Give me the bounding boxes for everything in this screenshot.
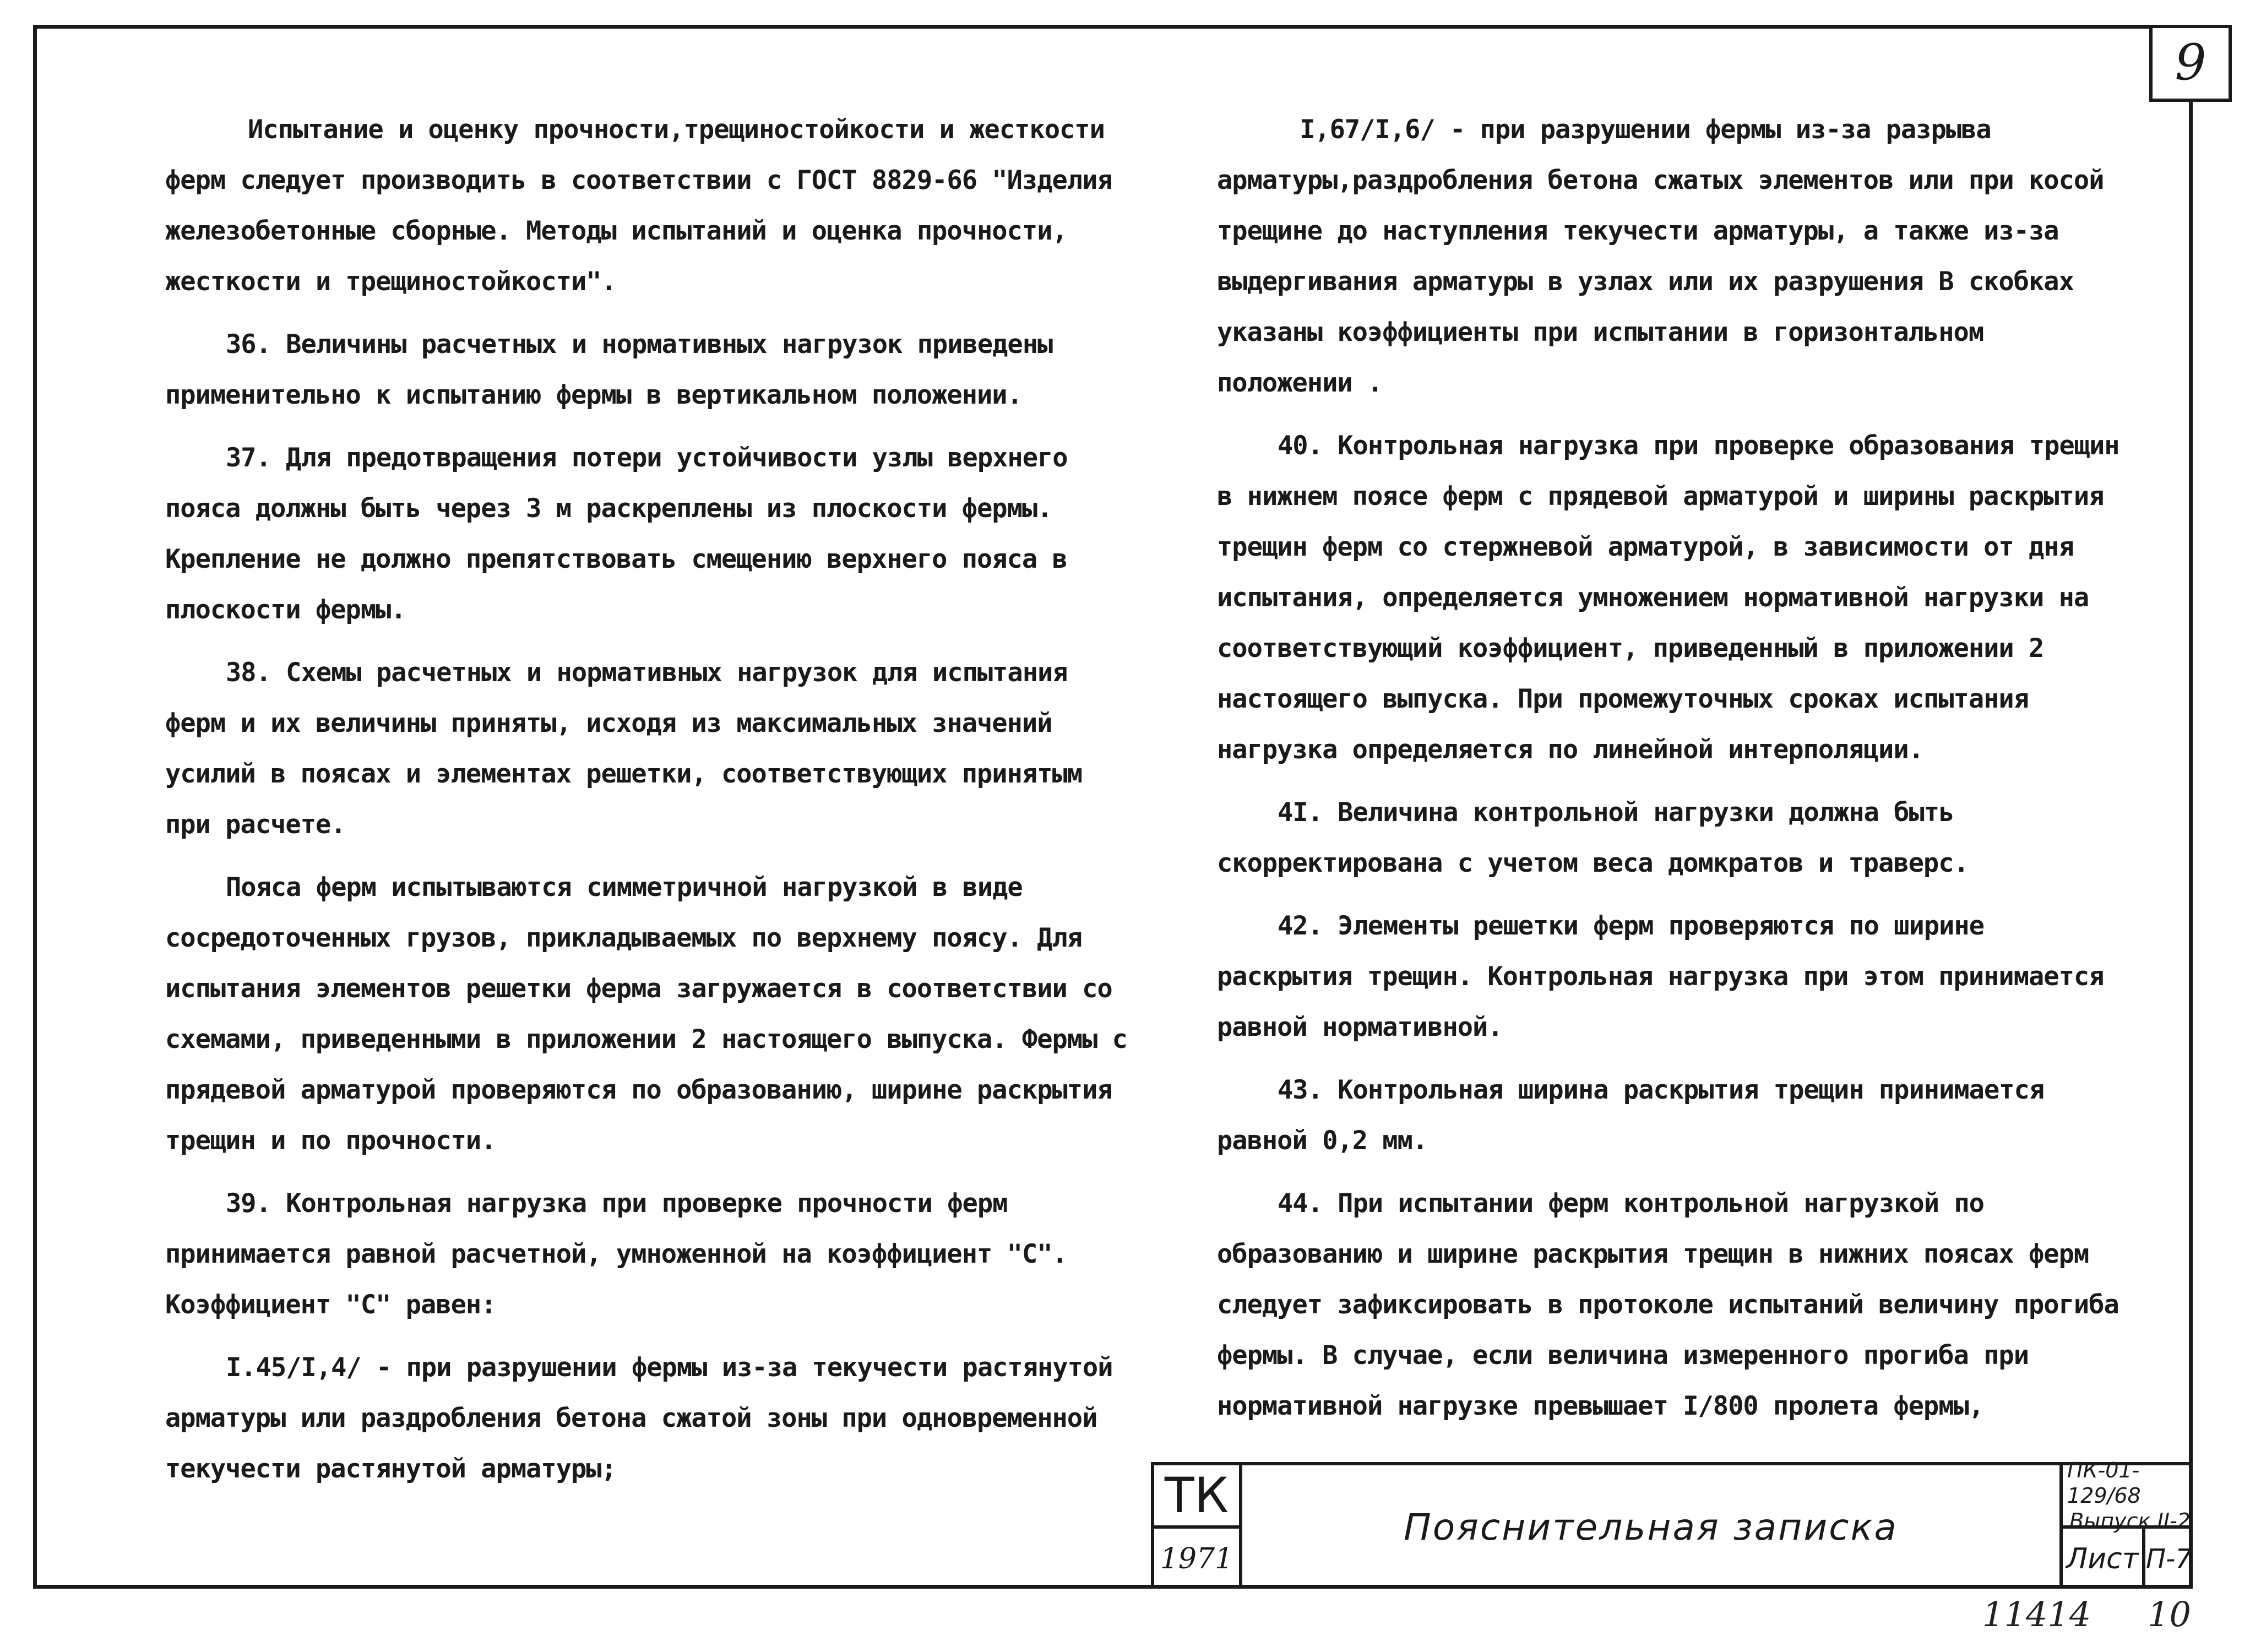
- right-column: [1217, 105, 2126, 1444]
- paragraph-40: 40. Контрольная нагрузка при проверке образования трещин в нижнем поясе ферм с прядевой арматурой и ширины раскрытия трещин ферм со стержневой арматурой, в зависимости от дня испытания, определяется умножением нормативной нагрузки на соответствующий коэффициент, приведенный в приложении 2 настоящего выпуска. При промежуточных сроках испытания нагрузка определяется по линейной интерполяции.: [1217, 431, 2119, 765]
- paragraph-44: 44. При испытании ферм контрольной нагрузкой по образованию и ширине раскрытия трещин в нижних поясах ферм следует зафиксировать в протоколе испытаний величину прогиба фермы. В случае, если величина измеренного прогиба при нормативной нагрузке превышает I/800 пролета фермы,: [1217, 1188, 2119, 1421]
- title-block: [1151, 1458, 2193, 1589]
- title-block-year: 1971: [1154, 1529, 1242, 1589]
- title-block-sheet-label: Лист: [2063, 1529, 2145, 1589]
- paragraph-intro: Испытание и оценку прочности,трещиностойкости и жесткости ферм следует производить в соответствии с ГОСТ 8829-66 "Изделия железобетонные сборные. Методы испытаний и оценка прочности, жесткости и трещиностойкости".: [165, 115, 1112, 297]
- paragraph-36: 36. Величины расчетных и нормативных нагрузок приведены применительно к испытанию фермы в вертикальном положении.: [165, 329, 1053, 410]
- paragraph-42: 42. Элементы решетки ферм проверяются по ширине раскрытия трещин. Контрольная нагрузка при этом принимается равной нормативной.: [1217, 911, 2104, 1042]
- title-block-code-cell: [2063, 1458, 2193, 1533]
- paragraph-39: 39. Контрольная нагрузка при проверке прочности ферм принимается равной расчетной, умноженной на коэффициент "С". Коэффициент "С" равен:: [165, 1188, 1067, 1320]
- paragraph-belts: Пояса ферм испытываются симметричной нагрузкой в виде сосредоточенных грузов, прикладываемых по верхнему поясу. Для испытания элементов решетки ферма загружается в соответствии со схемами, приведенными в приложении 2 настоящего выпуска. Фермы с прядевой арматурой проверяются по образованию, ширине раскрытия трещин и по прочности.: [165, 872, 1127, 1156]
- copy-number: 10: [2148, 1594, 2191, 1634]
- paragraph-38: 38. Схемы расчетных и нормативных нагрузок для испытания ферм и их величины приняты, исходя из максимальных значений усилий в поясах и элементах решетки, соответствующих принятым при расчете.: [165, 657, 1083, 840]
- title-block-code: ПК-01-129/68: [2067, 1458, 2141, 1508]
- paragraph-coef-1: I.45/I,4/ - при разрушении фермы из-за текучести растянутой арматуры или раздробления бетона сжатой зоны при одновременной текучести растянутой арматуры;: [165, 1352, 1113, 1484]
- title-block-sheet-number: П-7: [2146, 1543, 2192, 1574]
- page-number: 9: [2149, 25, 2232, 102]
- title-block-title: Пояснительная записка: [1242, 1465, 2063, 1589]
- paragraph-43: 43. Контрольная ширина раскрытия трещин принимается равной 0,2 мм.: [1217, 1075, 2045, 1156]
- paragraph-37: 37. Для предотвращения потери устойчивости узлы верхнего пояса должны быть через 3 м раскреплены из плоскости фермы. Крепление не должно препятствовать смещению верхнего пояса в плоскости фермы.: [165, 443, 1068, 625]
- left-column: [165, 105, 1129, 1507]
- title-block-issue: Выпуск II-2: [2069, 1508, 2191, 1533]
- inventory-number: 11414: [1982, 1594, 2091, 1634]
- title-block-org: ТК: [1154, 1465, 1242, 1529]
- paragraph-41: 4I. Величина контрольной нагрузки должна быть скорректирована с учетом веса домкратов и траверс.: [1217, 797, 1969, 878]
- paragraph-coef-2: I,67/I,6/ - при разрушении фермы из-за разрыва арматуры,раздробления бетона сжатых элементов или при косой трещине до наступления текучести арматуры, а также из-за выдергивания арматуры в узлах или их разрушения В скобках указаны коэффициенты при испытании в горизонтальном положении .: [1217, 115, 2104, 398]
